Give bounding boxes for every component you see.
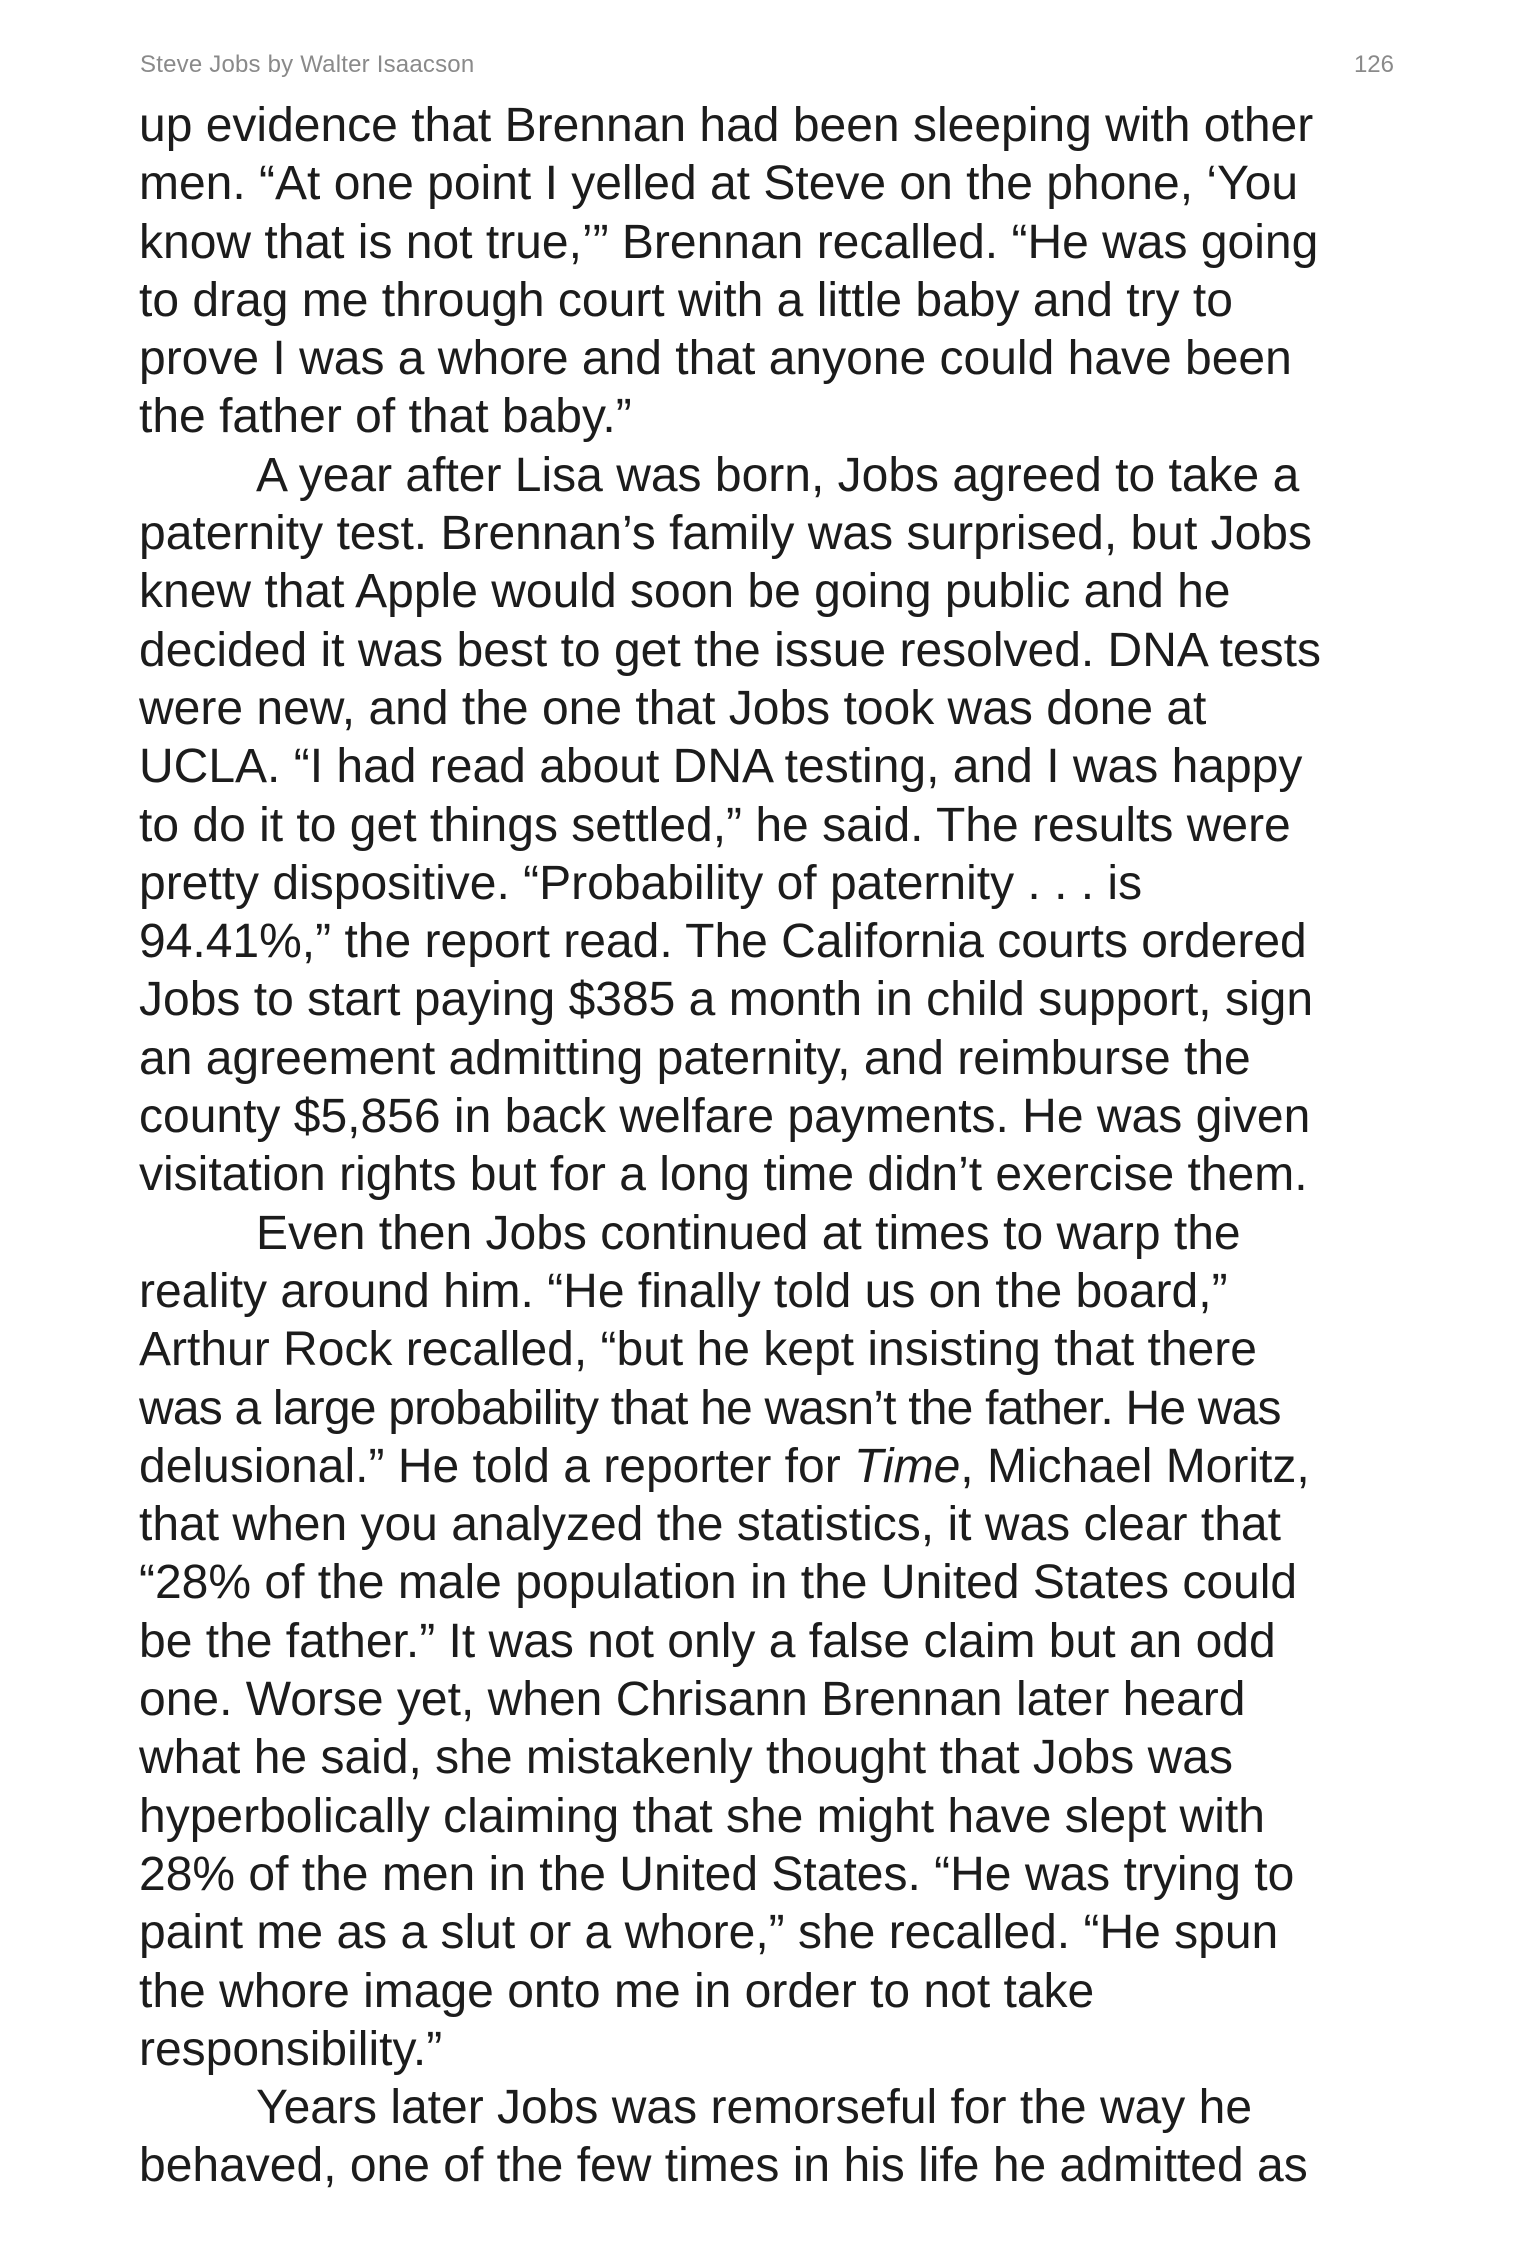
text-line: men. “At one point I yelled at Steve on the phone, ‘You [139, 157, 1299, 211]
text-line: 28% of the men in the United States. “He was trying to [139, 1847, 1295, 1901]
text-line: an agreement admitting paternity, and reimburse the [139, 1031, 1251, 1085]
text-line: was a large probability that he wasn’t the father. He was [139, 1381, 1281, 1435]
text-line: were new, and the one that Jobs took was done at [139, 681, 1207, 735]
text-line: to drag me through court with a little baby and try to [139, 273, 1233, 327]
text-line: what he said, she mistakenly thought that Jobs was [139, 1731, 1233, 1785]
text-line: visitation rights but for a long time didn’t exercise them. [139, 1148, 1308, 1202]
text-line: 94.41%,” the report read. The California courts ordered [139, 915, 1307, 969]
italic-magazine-title: Time [854, 1439, 961, 1493]
text-line: knew that Apple would soon be going public and he [139, 565, 1231, 619]
text-line: responsibility.” [139, 2022, 443, 2076]
text-line: up evidence that Brennan had been sleeping with other [139, 99, 1314, 152]
paragraph-first-line: Even then Jobs continued at times to warp the [256, 1206, 1241, 1260]
paragraph-first-line: Years later Jobs was remorseful for the way he [256, 2081, 1253, 2135]
text-line: paternity test. Brennan’s family was surprised, but Jobs [139, 507, 1312, 561]
text-run: , Michael Moritz, [960, 1439, 1310, 1493]
body-text [139, 97, 1399, 2196]
text-line: the father of that baby.” [139, 390, 632, 444]
text-line: Arthur Rock recalled, “but he kept insisting that there [139, 1323, 1257, 1377]
text-line: paint me as a slut or a whore,” she recalled. “He spun [139, 1906, 1279, 1960]
text-line: UCLA. “I had read about DNA testing, and I was happy [139, 740, 1303, 794]
running-header [140, 50, 1394, 80]
text-line: the whore image onto me in order to not take [139, 1964, 1095, 2018]
text-line: prove I was a whore and that anyone could have been [139, 332, 1292, 386]
page-number: 126 [1353, 51, 1394, 78]
text-line: behaved, one of the few times in his life he admitted as [139, 2139, 1308, 2193]
text-run: delusional.” He told a reporter for [139, 1439, 855, 1493]
text-line: reality around him. “He finally told us on the board,” [139, 1264, 1228, 1318]
text-line: hyperbolically claiming that she might have slept with [139, 1789, 1265, 1843]
text-line: “28% of the male population in the United States could [139, 1556, 1298, 1610]
text-line: know that is not true,’” Brennan recalled. “He was going [139, 215, 1319, 269]
paragraph-first-line: A year after Lisa was born, Jobs agreed to take a [256, 448, 1300, 502]
text-line: county $5,856 in back welfare payments. He was given [139, 1090, 1311, 1144]
book-title-header: Steve Jobs by Walter Isaacson [140, 51, 475, 78]
text-line: decided it was best to get the issue resolved. DNA tests [139, 623, 1321, 677]
text-line: Jobs to start paying $385 a month in child support, sign [139, 973, 1314, 1027]
text-line: to do it to get things settled,” he said. The results were [139, 798, 1291, 852]
text-line: one. Worse yet, when Chrisann Brennan later heard [139, 1673, 1246, 1727]
text-line: be the father.” It was not only a false claim but an odd [139, 1614, 1276, 1668]
text-line: that when you analyzed the statistics, it was clear that [139, 1498, 1281, 1552]
text-line-with-italic [139, 1438, 1399, 1496]
text-line: pretty dispositive. “Probability of paternity . . . is [139, 856, 1143, 910]
